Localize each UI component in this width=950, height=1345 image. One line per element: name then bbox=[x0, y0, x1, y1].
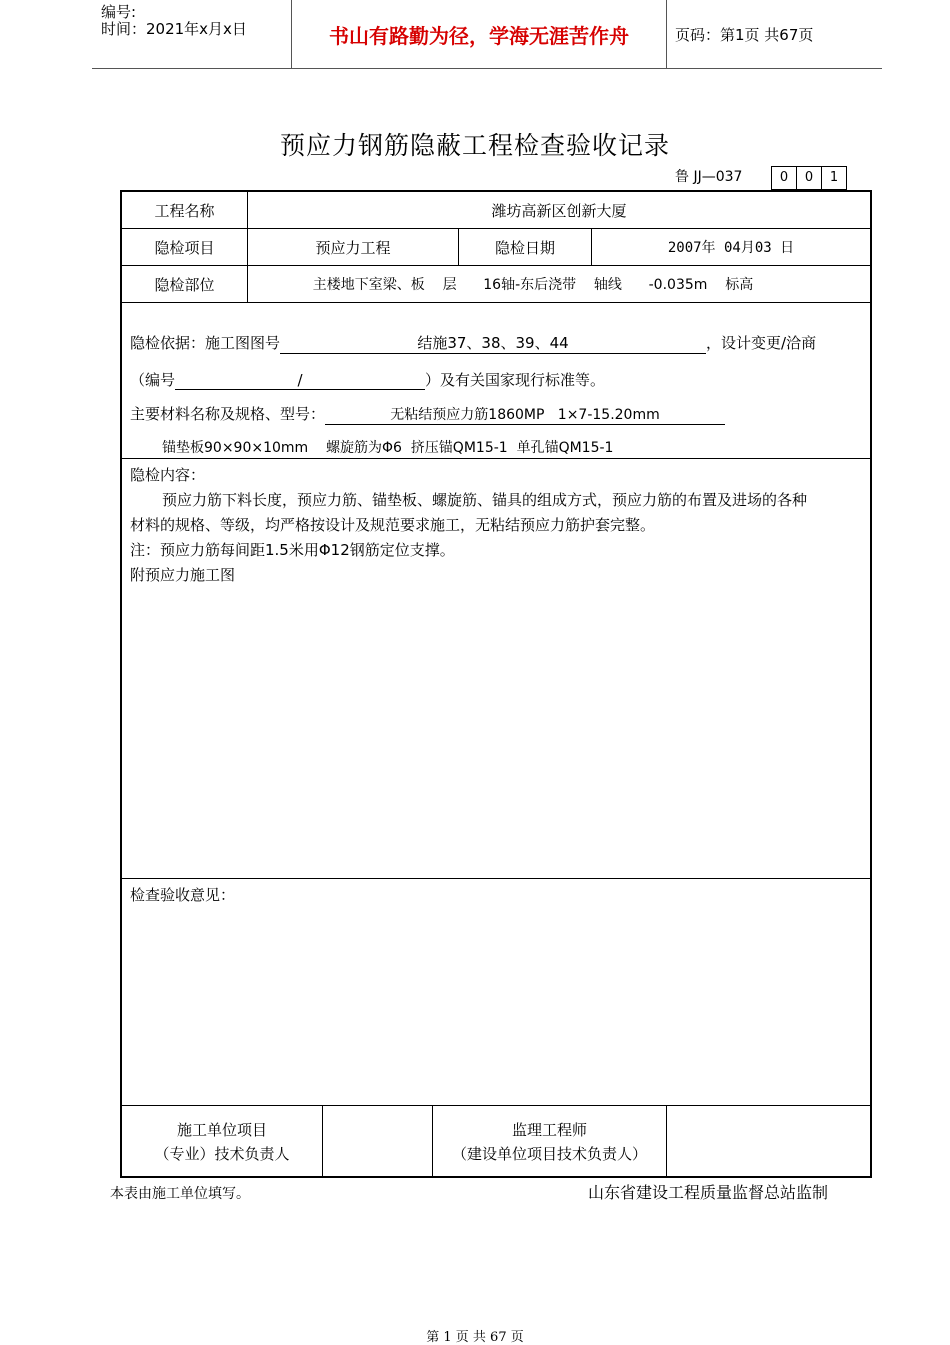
materials-line-2: 锚垫板90×90×10mm 螺旋筋为Φ6 挤压锚QM15-1 单孔锚QM15-1 bbox=[162, 440, 614, 456]
number-open: （编号 bbox=[130, 371, 176, 389]
header-motto: 书山有路勤为径，学海无涯苦作舟 bbox=[292, 0, 667, 68]
row-divider bbox=[122, 458, 870, 459]
page-header bbox=[92, 0, 882, 69]
row-divider bbox=[122, 878, 870, 879]
column-divider bbox=[322, 1105, 323, 1178]
attachment-text: 附预应力施工图 bbox=[130, 566, 236, 584]
construction-signatory bbox=[122, 1106, 322, 1178]
design-change-label: ，设计变更/洽商 bbox=[706, 334, 817, 352]
content-label: 隐检内容： bbox=[130, 466, 206, 484]
serial-digit: 0 bbox=[772, 167, 797, 189]
content-note: 注：预应力筋每间距1.5米用Φ12钢筋定位支撑。 bbox=[130, 541, 455, 559]
serial-digit: 0 bbox=[797, 167, 822, 189]
time-label: 时间：2021年x月x日 bbox=[101, 20, 247, 38]
basis-line-1 bbox=[130, 332, 816, 354]
supervisor-signatory bbox=[433, 1106, 666, 1178]
footer-filled-by: 本表由施工单位填写。 bbox=[110, 1186, 250, 1202]
content-paragraph-2: 材料的规格、等级，均严格按设计及规范要求施工，无粘结预应力筋护套完整。 bbox=[130, 516, 656, 534]
content-paragraph-1: 预应力筋下料长度，预应力筋、锚垫板、螺旋筋、锚具的组成方式，预应力筋的布置及进场的各种 bbox=[162, 491, 808, 509]
header-meta bbox=[92, 0, 292, 68]
column-divider bbox=[666, 1105, 667, 1178]
number-label: 编号: bbox=[101, 3, 137, 21]
supervisor-line-2: （建设单位项目技术负责人） bbox=[451, 1145, 647, 1163]
project-name-value: 潍坊高新区创新大厦 bbox=[491, 201, 627, 220]
inspection-item-value: 预应力工程 bbox=[315, 238, 391, 257]
header-page-label: 页码：第1页 共67页 bbox=[675, 25, 814, 44]
form-code: 鲁 JJ—037 bbox=[675, 169, 743, 185]
opinion-label: 检查验收意见： bbox=[130, 886, 236, 904]
row-divider bbox=[122, 302, 870, 303]
document-title: 预应力钢筋隐蔽工程检查验收记录 bbox=[279, 131, 670, 160]
inspection-location-value: 主楼地下室梁、板 层 16轴-东后浇带 轴线 -0.035m 标高 bbox=[312, 277, 754, 293]
inspection-form bbox=[120, 190, 872, 1178]
inspection-date-label: 隐检日期 bbox=[494, 238, 555, 257]
project-name-label: 工程名称 bbox=[154, 201, 215, 220]
serial-digit: 1 bbox=[829, 170, 839, 185]
drawing-numbers: 结施37、38、39、44 bbox=[280, 332, 706, 354]
basis-label: 隐检依据：施工图图号 bbox=[130, 334, 281, 352]
materials-line bbox=[130, 403, 725, 425]
change-number-value: / bbox=[175, 371, 425, 390]
materials-value: 无粘结预应力筋1860MP 1×7-15.20mm bbox=[325, 404, 725, 425]
inspection-date-value: 2007年 04月03 日 bbox=[667, 240, 795, 256]
standards-text: ）及有关国家现行标准等。 bbox=[425, 371, 606, 389]
materials-label: 主要材料名称及规格、型号： bbox=[130, 405, 326, 423]
footer-supervised-by: 山东省建设工程质量监督总站监制 bbox=[588, 1183, 829, 1202]
construction-line-2: （专业）技术负责人 bbox=[154, 1145, 290, 1163]
serial-number-box bbox=[771, 166, 847, 190]
inspection-location-label: 隐检部位 bbox=[154, 275, 215, 294]
basis-line-2 bbox=[130, 369, 605, 390]
inspection-item-label: 隐检项目 bbox=[154, 238, 215, 257]
supervisor-line-1: 监理工程师 bbox=[511, 1121, 587, 1139]
construction-line-1: 施工单位项目 bbox=[176, 1121, 267, 1139]
page-number: 第 1 页 共 67 页 bbox=[426, 1330, 524, 1345]
